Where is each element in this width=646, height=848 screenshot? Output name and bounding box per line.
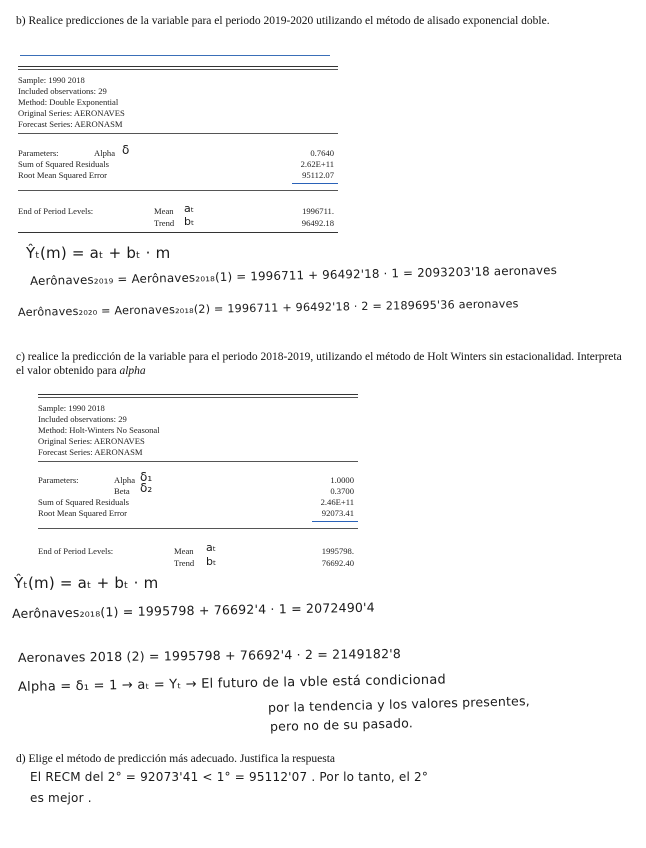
panel-rule xyxy=(18,69,338,70)
alpha-label: Alpha xyxy=(114,475,136,485)
panel-rule xyxy=(18,232,338,233)
question-d: d) Elige el método de predicción más adecuado. Justifica la respuesta xyxy=(16,753,336,765)
panel-rule xyxy=(38,461,358,462)
eviews-output-panel-2 xyxy=(38,394,358,572)
rmse-label: Root Mean Squared Error xyxy=(18,170,108,180)
question-c-text: c) realice la predicción de la variable para el periodo 2018-2019, utilizando el método de Holt Winters sin estacionalidad. Interpreta el valor obtenido para xyxy=(16,351,622,377)
alpha-annotation: δ₁ xyxy=(140,470,153,484)
beta-value: 0.3700 xyxy=(330,486,354,496)
trend-label: Trend xyxy=(174,558,195,568)
observations-text: Included observations: 29 xyxy=(38,414,127,424)
forecast-series-text: Forecast Series: AERONASM xyxy=(38,447,143,457)
mean-label: Mean xyxy=(154,206,174,216)
panel-rule xyxy=(18,66,338,67)
panel-rule xyxy=(38,528,358,529)
rmse-underline xyxy=(292,183,338,184)
panel-rule xyxy=(38,397,358,398)
trend-annotation: bₜ xyxy=(206,555,217,568)
eviews-output-panel-1 xyxy=(18,66,338,234)
handwritten-forecast-2019: Aerônaves₂₀₁₉ = Aerônaves₂₀₁₈(1) = 1996711 + 96492'18 · 1 = 2093203'18 aeronaves xyxy=(29,262,558,288)
question-c-alpha: alpha xyxy=(119,365,146,377)
ssr-label: Sum of Squared Residuals xyxy=(38,497,129,507)
handwritten-interpretation-line-2: por la tendencia y los valores presentes, xyxy=(267,693,531,715)
mean-annotation: aₜ xyxy=(206,541,216,554)
trend-value: 96492.18 xyxy=(301,218,334,228)
rmse-underline xyxy=(312,521,358,522)
sample-text: Sample: 1990 2018 xyxy=(38,403,105,413)
mean-annotation: aₜ xyxy=(184,202,194,215)
parameters-label: Parameters: xyxy=(38,475,79,485)
question-c xyxy=(16,350,626,378)
alpha-value: 0.7640 xyxy=(310,148,334,158)
method-text: Method: Double Exponential xyxy=(18,97,119,107)
forecast-series-text: Forecast Series: AERONASM xyxy=(18,119,123,129)
observations-text: Included observations: 29 xyxy=(18,86,107,96)
alpha-label: Alpha xyxy=(94,148,116,158)
panel-rule xyxy=(18,133,338,134)
handwritten-answer-d-line-1: El RECM del 2° = 92073'41 < 1° = 95112'07 . Por lo tanto, el 2° xyxy=(30,770,429,784)
mean-value: 1996711. xyxy=(302,206,334,216)
handwritten-formula-b: Ŷₜ(m) = aₜ + bₜ · m xyxy=(26,244,171,262)
handwritten-alpha-interpretation: Alpha = δ₁ = 1 → aₜ = Yₜ → El futuro de la vble está condicionad xyxy=(17,672,447,695)
panel-rule xyxy=(18,190,338,191)
handwritten-forecast-step-2: Aeronaves 2018 (2) = 1995798 + 76692'4 · 2 = 2149182'8 xyxy=(17,645,402,665)
trend-value: 76692.40 xyxy=(321,558,354,568)
panel-rule xyxy=(38,394,358,395)
alpha-annotation: δ xyxy=(122,143,130,157)
handwritten-answer-d-line-2: es mejor . xyxy=(30,791,92,805)
alpha-value: 1.0000 xyxy=(330,475,354,485)
rmse-value: 95112.07 xyxy=(302,170,334,180)
mean-label: Mean xyxy=(174,546,194,556)
question-b: b) Realice predicciones de la variable para el periodo 2019-2020 utilizando el método de alisado exponencial doble. xyxy=(16,15,550,27)
beta-annotation: δ₂ xyxy=(140,481,153,495)
rmse-label: Root Mean Squared Error xyxy=(38,508,128,518)
handwritten-formula-c: Ŷₜ(m) = aₜ + bₜ · m xyxy=(14,574,159,592)
original-series-text: Original Series: AERONAVES xyxy=(38,436,145,446)
method-text: Method: Holt-Winters No Seasonal xyxy=(38,425,160,435)
end-of-period-label: End of Period Levels: xyxy=(18,206,94,216)
sample-text: Sample: 1990 2018 xyxy=(18,75,85,85)
trend-annotation: bₜ xyxy=(184,215,195,228)
mean-value: 1995798. xyxy=(321,546,354,556)
end-of-period-label: End of Period Levels: xyxy=(38,546,114,556)
handwritten-forecast-step-1: Aerônaves₂₀₁₈(1) = 1995798 + 76692'4 · 1 = 2072490'4 xyxy=(11,599,375,621)
ssr-value: 2.62E+11 xyxy=(300,159,334,169)
parameters-label: Parameters: xyxy=(18,148,59,158)
original-series-text: Original Series: AERONAVES xyxy=(18,108,125,118)
handwritten-interpretation-line-3: pero no de su pasado. xyxy=(269,715,414,734)
underline-divider xyxy=(20,55,330,56)
handwritten-forecast-2020: Aerônaves₂₀₂₀ = Aeronaves₂₀₁₈(2) = 1996711 + 96492'18 · 2 = 2189695'36 aeronaves xyxy=(17,297,519,319)
trend-label: Trend xyxy=(154,218,175,228)
rmse-value: 92073.41 xyxy=(321,508,354,518)
ssr-value: 2.46E+11 xyxy=(320,497,354,507)
ssr-label: Sum of Squared Residuals xyxy=(18,159,109,169)
beta-label: Beta xyxy=(114,486,130,496)
